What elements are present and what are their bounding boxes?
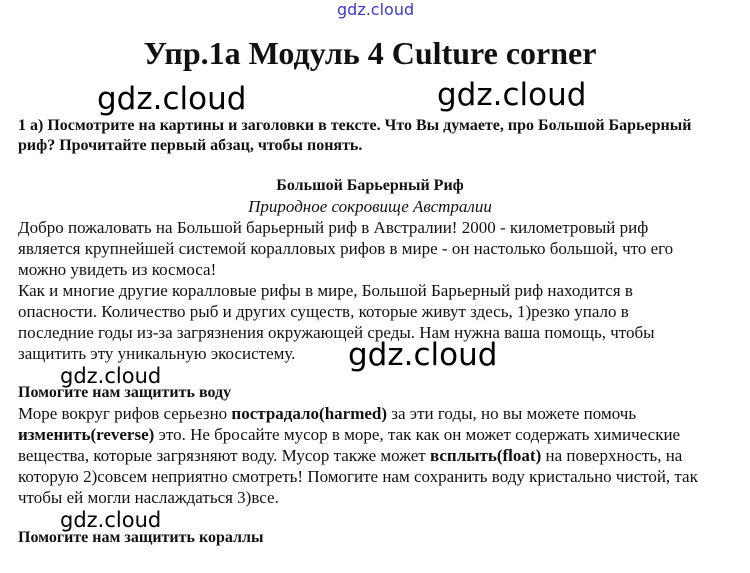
section-heading-corals: Помогите нам защитить кораллы xyxy=(18,529,264,546)
text-run: это. Не бросайте мусор в море, так как он может содержать химические вещества, которые загрязняют воду. Мусор также может xyxy=(18,425,681,465)
paragraph-intro: Добро пожаловать на Большой барьерный риф в Австралии! 2000 - километровый риф является крупнейшей системой коралловых рифов в мире - он настолько большой, что его можно увидеть из космоса! xyxy=(18,218,674,279)
article-title: Большой Барьерный Риф xyxy=(276,177,464,194)
vocab-word: всплыть(float) xyxy=(429,446,542,465)
watermark: gdz.cloud xyxy=(437,77,587,113)
paragraph-water xyxy=(18,403,708,508)
watermark-top: gdz.cloud xyxy=(337,0,415,19)
article-subtitle: Природное сокровище Австралии xyxy=(248,197,492,216)
section-heading-water: Помогите нам защитить воду xyxy=(18,384,232,401)
vocab-word: пострадало(harmed) xyxy=(231,404,388,423)
text-run: на поверхность, на которую 2)совсем неприятно смотреть! Помогите нам сохранить воду кристально чистой, так чтобы ей могли наслаждаться 3)все. xyxy=(18,446,698,507)
watermark: gdz.cloud xyxy=(60,508,162,532)
task-instruction: 1 а) Посмотрите на картины и заголовки в тексте. Что Вы думаете, про Большой Барьерный риф? Прочитайте первый абзац, чтобы понять. xyxy=(18,117,692,154)
page-title: Упр.1а Модуль 4 Culture corner xyxy=(143,35,597,71)
watermark: gdz.cloud xyxy=(348,337,498,373)
watermark: gdz.cloud xyxy=(60,364,162,388)
text-run: за эти годы, но вы можете помочь xyxy=(387,404,637,423)
vocab-word: изменить(reverse) xyxy=(18,425,155,444)
text-run: Море вокруг рифов серьезно xyxy=(18,404,232,423)
paragraph-danger: Как и многие другие коралловые рифы в мире, Большой Барьерный риф находится в опасности. Количество рыб и других существ, которые живут здесь, 1)резко упало в последние годы из-за загрязнения окружающей среды. Нам нужна ваша помощь, чтобы защитить эту уникальную экосистему. xyxy=(18,281,655,363)
watermark: gdz.cloud xyxy=(97,81,247,117)
